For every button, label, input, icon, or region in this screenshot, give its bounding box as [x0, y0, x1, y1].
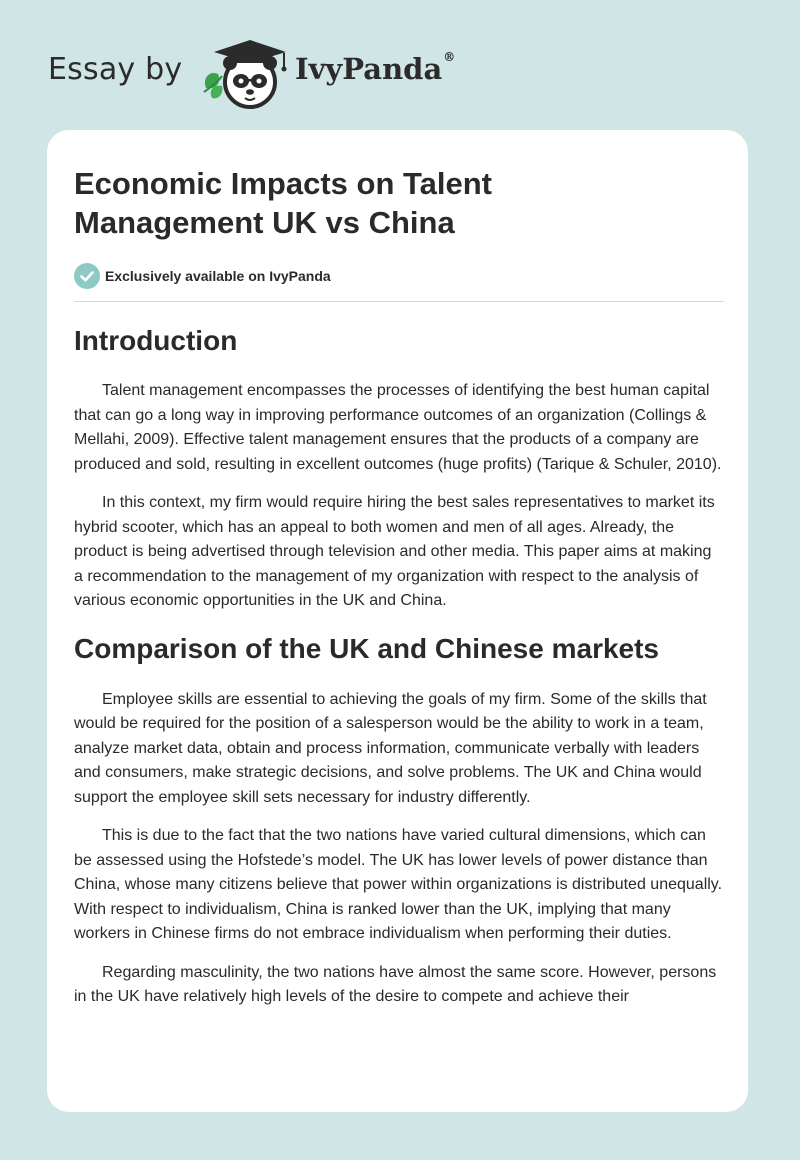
essay-card	[47, 130, 748, 1112]
check-circle-icon	[74, 263, 100, 289]
brand-header	[48, 34, 508, 112]
section-heading: Introduction	[74, 325, 238, 356]
panda-graduate-logo-icon[interactable]	[200, 36, 290, 114]
brand-prefix: Essay by	[48, 52, 183, 87]
brand-name[interactable]	[295, 52, 455, 86]
section-heading: Comparison of the UK and Chinese markets	[74, 632, 660, 664]
paragraph: In this context, my firm would require hiring the best sales representatives to market its hybrid scooter, which has an appeal to both women and men of all ages. Already, the product is being advertised through television and other media. This paper aims at making a recommendation to the management of my organization with respect to the analysis of various economic opportunities in the UK and China.	[74, 494, 715, 609]
paragraph: Employee skills are essential to achieving the goals of my firm. Some of the skills that would be required for the position of a salesperson would be the ability to work in a team, analyze market data, obtain and process information, communicate verbally with leaders and consumers, make strategic decisions, and solve problems. The UK and China would support the employee skill sets necessary for industry differently.	[74, 690, 707, 806]
paragraph: Talent management encompasses the processes of identifying the best human capital that can go a long way in improving performance outcomes of an organization (Collings & Mellahi, 2009). Effective talent management ensures that the products of a company are produced and sold, resulting in excellent outcomes (huge profits) (Tarique & Schuler, 2010).	[74, 382, 722, 473]
section-comparison	[74, 632, 724, 1010]
essay-content	[74, 164, 724, 1010]
registered-mark: ®	[443, 50, 456, 64]
exclusive-badge-text: Exclusively available on IvyPanda	[105, 268, 331, 284]
paragraph: Regarding masculinity, the two nations have almost the same score. However, persons in the UK have relatively high levels of the desire to compete and achieve their	[74, 963, 717, 1005]
title-divider	[74, 301, 724, 302]
essay-title: Economic Impacts on Talent Management UK vs China	[74, 166, 493, 240]
brand-name-text: IvyPanda	[295, 52, 443, 86]
exclusive-badge	[74, 263, 724, 289]
paragraph: This is due to the fact that the two nations have varied cultural dimensions, which can be assessed using the Hofstede’s model. The UK has lower levels of power distance than China, whose many citizens believe that power within organizations is distributed unequally. With respect to individualism, China is ranked lower than the UK, implying that many workers in Chinese firms do not embrace individualism when performing their duties.	[74, 827, 723, 942]
section-introduction	[74, 324, 724, 614]
